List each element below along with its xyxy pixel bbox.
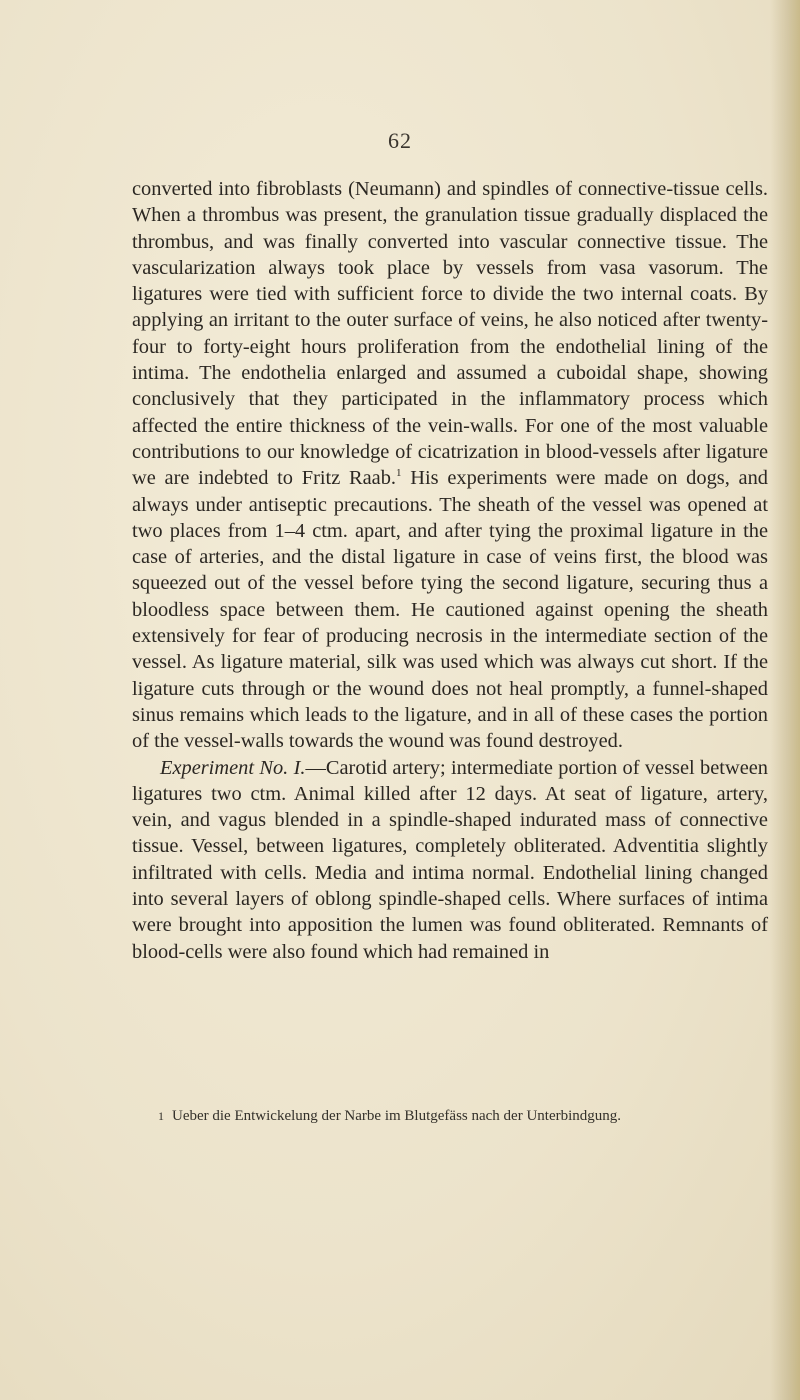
page-number: 62 — [388, 128, 412, 153]
paragraph-1-continuation: His experiments were made on dogs, and always under antiseptic precautions. The sheath of the vessel was opened at two places from 1–4 ctm. apart, and after tying the proximal ligature in the case of arteries, and the distal ligature in case of veins first, the blood was squeezed out of the vessel before tying the second ligature, securing thus a bloodless space between them. He cautioned against opening the sheath extensively for fear of producing necrosis in the intermediate section of the vessel. As ligature material, silk was used which was always cut short. If the ligature cuts through or the wound does not heal promptly, a funnel-shaped sinus remains which leads to the ligature, and in all of these cases the portion of the vessel-walls towards the wound was found destroyed. — [132, 467, 768, 753]
footnote-text: Ueber die Entwickelung der Narbe im Blutgefäss nach der Unterbindgung. — [172, 1108, 622, 1124]
footnote-reference: 1 — [396, 467, 402, 480]
paragraph-2 — [132, 755, 768, 965]
paragraph-1-text: converted into fibroblasts (Neumann) and spindles of connective-tissue cells. When a thrombus was present, the granulation tissue gradually displaced the thrombus, and was finally converted into vascular connective tissue. The vascularization always took place by vessels from vasa vasorum. The ligatures were tied with sufficient force to divide the two internal coats. By applying an irritant to the outer surface of veins, he also noticed after twenty-four to forty-eight hours proliferation from the endothelial lining of the intima. The endothelia enlarged and assumed a cuboidal shape, showing conclusively that they participated in the inflammatory process which affected the entire thickness of the vein-walls. For one of the most valuable contributions to our knowledge of cicatrization in blood-vessels after ligature we are indebted to Fritz Raab. — [132, 178, 768, 490]
experiment-label: Experiment No. I. — [160, 756, 306, 779]
page-edge-discoloration — [770, 0, 800, 1400]
paragraph-1 — [132, 176, 768, 755]
paragraph-2-text: —Carotid artery; intermediate portion of vessel between ligatures two ctm. Animal killed after 12 days. At seat of ligature, artery, vein, and vagus blended in a spindle-shaped indurated mass of connective tissue. Vessel, between ligatures, completely obliterated. Adventitia slightly infiltrated with cells. Media and intima normal. Endothelial lining changed into several layers of oblong spindle-shaped cells. Where surfaces of intima were brought into apposition the lumen was found obliterated. Remnants of blood-cells were also found which had remained in — [132, 756, 768, 963]
footnote-marker: 1 — [158, 1109, 164, 1123]
main-text — [132, 176, 768, 965]
footnote — [158, 1106, 778, 1126]
